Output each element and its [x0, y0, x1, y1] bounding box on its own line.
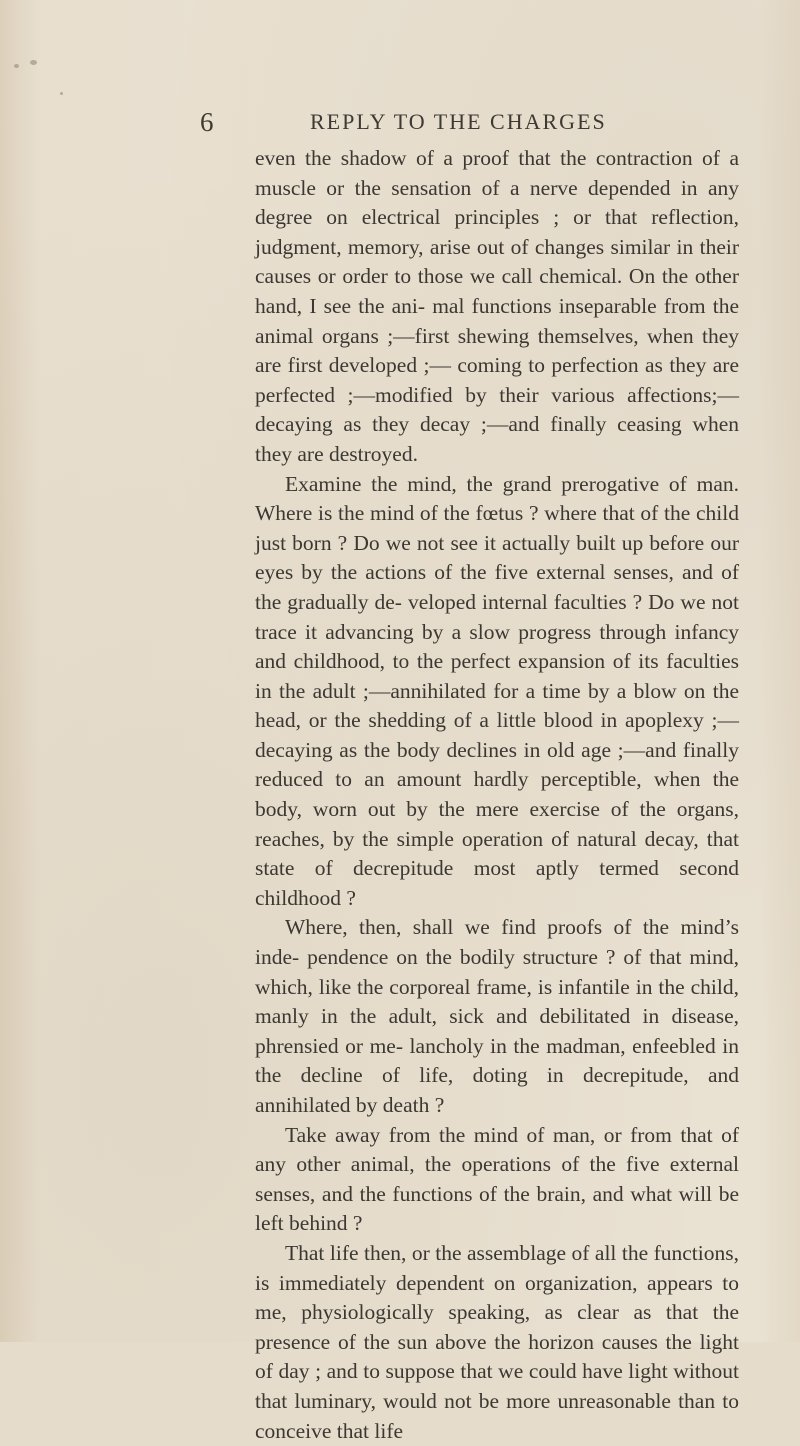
body-text	[255, 144, 739, 1446]
paragraph-life-organization: That life then, or the assemblage of all the functions, is immediately dependent on organization, appears to me, physiologically speaking, as clear as that the presence of the sun above the horizon causes the light of day ; and to suppose that we could have light without that luminary, would not be more unreasonable than to conceive that life	[255, 1240, 739, 1443]
page-number: 6	[200, 107, 214, 137]
paragraph-continuation: even the shadow of a proof that the contraction of a muscle or the sensation of a nerve depended in any degree on electrical principles ; or that reflection, judgment, memory, arise out of changes similar in their causes or order to those we call chemical. On the other hand, I see the ani- mal functions inseparable from the animal organs ;—first shewing themselves, when they are first developed ;— coming to perfection as they are perfected ;—modified by their various affections;—decaying as they decay ;—and finally ceasing when they are destroyed.	[255, 146, 739, 466]
paragraph-take-away: Take away from the mind of man, or from that of any other animal, the operations of the five external senses, and the functions of the brain, and what will be left behind ?	[255, 1122, 739, 1236]
paper-speck	[14, 64, 19, 68]
paper-speck	[30, 60, 37, 65]
page-header	[200, 104, 620, 140]
paragraph-mind-independence: Where, then, shall we find proofs of the mind’s inde- pendence on the bodily structure ? of that mind, which, like the corporeal frame, is infantile in the child, manly in the adult, sick and debilitated in disease, phrensied or me- lancholy in the madman, enfeebled in the decline of life, doting in decrepitude, and annihilated by death ?	[255, 915, 739, 1117]
running-head: REPLY TO THE CHARGES	[310, 109, 607, 134]
paragraph-examine-mind: Examine the mind, the grand prerogative of man. Where is the mind of the fœtus ? where that of the child just born ? Do we not see it actually built up before our eyes by the actions of the five external senses, and of the gradually de- veloped internal faculties ? Do we not trace it advancing by a slow progress through infancy and childhood, to the perfect expansion of its faculties in the adult ;—annihilated for a time by a blow on the head, or the shedding of a little blood in apoplexy ;—decaying as the body declines in old age ;—and finally reduced to an amount hardly perceptible, when the body, worn out by the mere exercise of the organs, reaches, by the simple operation of natural decay, that state of decrepitude most aptly termed second childhood ?	[255, 471, 739, 910]
paper-speck	[60, 92, 63, 95]
